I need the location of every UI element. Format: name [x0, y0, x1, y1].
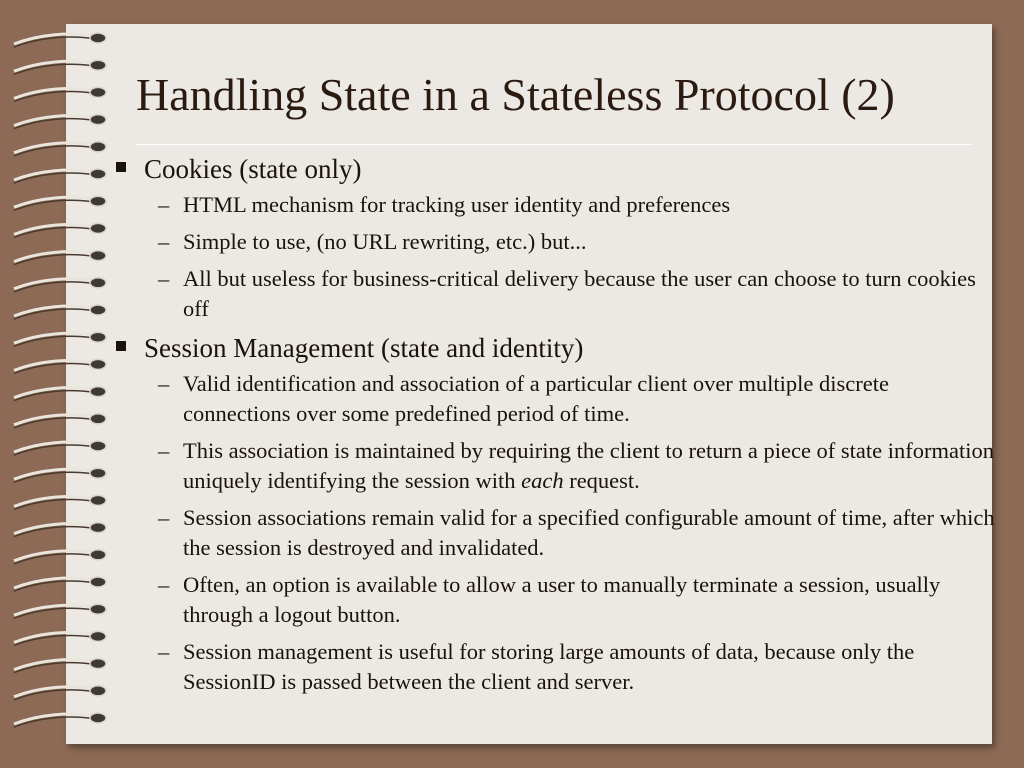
square-bullet-icon: [116, 162, 126, 172]
slide-title: Handling State in a Stateless Protocol (2): [136, 69, 895, 120]
bullet-session-management: [116, 331, 1006, 365]
sub-bullet-text: Session management is useful for storing large amounts of data, because only the SessionID is passed between the client and server.: [183, 639, 915, 694]
sub-bullet-text: Often, an option is available to allow a user to manually terminate a session, usually through a logout button.: [183, 572, 941, 627]
sub-bullet-text: Valid identification and association of a particular client over multiple discrete connections over some predefined period of time.: [183, 371, 890, 426]
square-bullet-icon: [116, 341, 126, 351]
title-divider: [136, 144, 972, 145]
sub-bullet-text: All but useless for business-critical delivery because the user can choose to turn cookies off: [183, 266, 976, 321]
sub-bullet: [116, 190, 1006, 220]
spiral-binding-icon: [0, 0, 132, 768]
dash-icon: –: [158, 266, 170, 291]
sub-bullet: [116, 227, 1006, 257]
sub-bullet: [116, 637, 1006, 697]
sub-bullet: [116, 570, 1006, 630]
bullet-cookies: [116, 152, 1006, 186]
sub-bullet: [116, 436, 1006, 496]
sub-bullet: [116, 264, 1006, 324]
dash-icon: –: [158, 192, 170, 217]
emphasis-word: each: [521, 468, 564, 493]
dash-icon: –: [158, 639, 170, 664]
sub-bullet-text: Session associations remain valid for a specified configurable amount of time, after which the session is destroyed and invalidated.: [183, 505, 995, 560]
sub-bullet-text: HTML mechanism for tracking user identity and preferences: [183, 192, 731, 217]
dash-icon: –: [158, 572, 170, 597]
dash-icon: –: [158, 438, 170, 463]
bullet-heading: Session Management (state and identity): [144, 333, 584, 363]
dash-icon: –: [158, 505, 170, 530]
bullet-heading: Cookies (state only): [144, 154, 362, 184]
sub-bullet: [116, 369, 1006, 429]
sub-bullet-text: Simple to use, (no URL rewriting, etc.) but...: [183, 229, 587, 254]
sub-bullet-text: This association is maintained by requiring the client to return a piece of state information uniquely identifying the session with each request.: [183, 438, 995, 493]
dash-icon: –: [158, 229, 170, 254]
dash-icon: –: [158, 371, 170, 396]
sub-bullet: [116, 503, 1006, 563]
slide-body: [116, 150, 1006, 704]
